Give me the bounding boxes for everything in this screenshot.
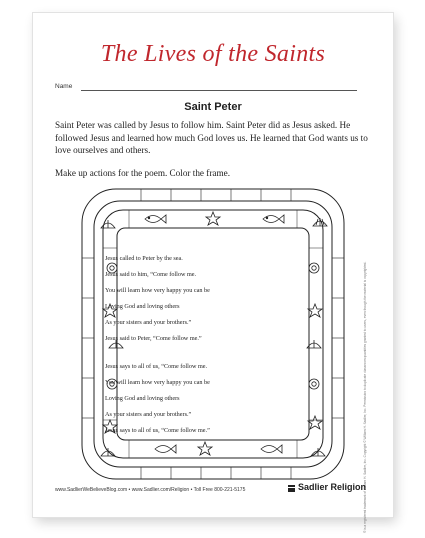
sadlier-logo-icon	[287, 482, 296, 493]
poem-line: Jesus said to him, “Come follow me.	[105, 271, 197, 278]
poem-line: You will learn how very happy you can be	[105, 379, 210, 386]
instruction-text: Make up actions for the poem. Color the frame.	[55, 168, 231, 178]
fish-eye-icon	[148, 217, 150, 219]
poem	[105, 251, 265, 439]
snail-shell-inner-icon	[312, 382, 316, 386]
seashell-icon	[313, 218, 327, 226]
fish-icon	[155, 445, 176, 453]
copyright-sidebar	[363, 261, 371, 533]
snail-shell-inner-icon	[312, 266, 316, 270]
footer-links: www.SadlierWeBelieveBlog.com • www.Sadlier.com/Religion • Toll Free 800-221-5175	[55, 487, 246, 493]
fish-icon	[145, 215, 166, 223]
intro-paragraph: Saint Peter was called by Jesus to follow him. Saint Peter did as Jesus asked. He followed Jesus and learned how much God loves us. He learned that God wants us to love ourselves and others.	[55, 120, 368, 156]
copyright-text: ® is a registered trademark of William H. Sadlier, Inc. Copyright © William H. Sadlier, Inc. Permission to duplicate classroom quantities granted to users, even though the material is copyrighted.	[363, 261, 367, 533]
poem-line: As your sisters and your brothers.”	[105, 411, 192, 418]
snail-shell-icon	[309, 379, 319, 389]
poem-line: As your sisters and your brothers.”	[105, 319, 192, 326]
name-field	[55, 83, 355, 90]
poem-line: Jesus called to Peter by the sea.	[105, 255, 183, 262]
poem-line: Jesus says to all of us, “Come follow me.	[105, 363, 208, 370]
starfish-icon	[206, 212, 220, 225]
starfish-icon	[308, 304, 322, 317]
snail-shell-icon	[309, 263, 319, 273]
stanza-gap	[105, 347, 265, 359]
starfish-icon	[198, 442, 212, 455]
fish-eye-icon	[266, 217, 268, 219]
fish-icon	[261, 445, 282, 453]
fish-icon	[263, 215, 284, 223]
saint-heading: Saint Peter	[184, 101, 242, 113]
poem-line: Jesus says to all of us, “Come follow me.”	[105, 427, 210, 434]
poem-line: Loving God and loving others	[105, 303, 180, 310]
poem-line: Jesus said to Peter, “Come follow me.”	[105, 335, 202, 342]
worksheet-page	[32, 12, 394, 533]
name-line	[81, 90, 357, 91]
poem-line: You will learn how very happy you can be	[105, 287, 210, 294]
brand-name: Sadlier Religion	[298, 482, 367, 492]
poem-line: Loving God and loving others	[105, 395, 180, 402]
name-label: Name	[55, 83, 73, 90]
worksheet-title: The Lives of the Saints	[100, 41, 326, 67]
starfish-icon	[308, 416, 322, 429]
